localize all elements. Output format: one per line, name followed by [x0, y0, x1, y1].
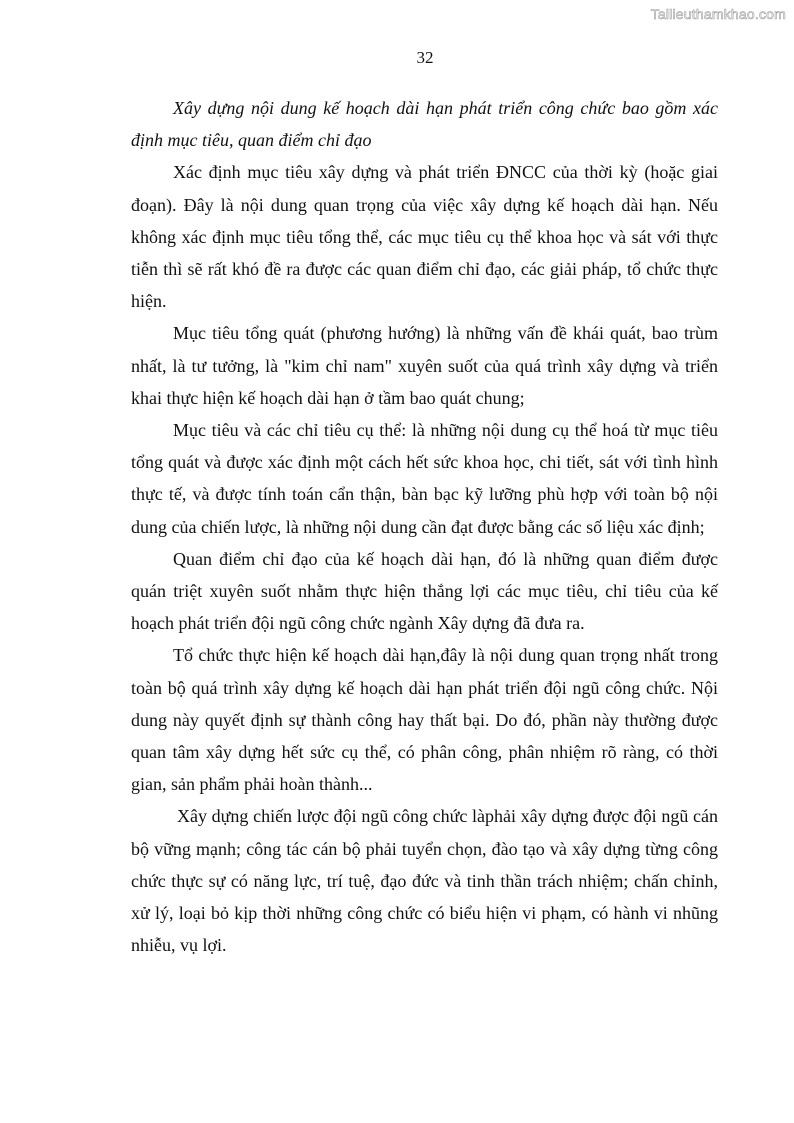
paragraph: Xây dựng chiến lược đội ngũ công chức làphải xây dựng được đội ngũ cán bộ vững mạnh; công tác cán bộ phải tuyển chọn, đào tạo và xây dựng từng công chức thực sự có năng lực, trí tuệ, đạo đức và tinh thần trách nhiệm; chấn chỉnh, xử lý, loại bỏ kịp thời những công chức có biểu hiện vi phạm, có hành vi nhũng nhiễu, vụ lợi.	[131, 806, 718, 956]
page-number: 32	[416, 48, 434, 67]
paragraph: Mục tiêu và các chỉ tiêu cụ thể: là những nội dung cụ thể hoá từ mục tiêu tổng quát và được xác định một cách hết sức khoa học, chi tiết, sát với tình hình thực tế, và được tính toán cẩn thận, bàn bạc kỹ lưỡng phù hợp với toàn bộ nội dung của chiến lược, là những nội dung cần đạt được bằng các số liệu xác định;	[131, 420, 718, 537]
paragraph: Xác định mục tiêu xây dựng và phát triển ĐNCC của thời kỳ (hoặc giai đoạn). Đây là nội dung quan trọng của việc xây dựng kế hoạch dài hạn. Nếu không xác định mục tiêu tổng thể, các mục tiêu cụ thể khoa học và sát với thực tiễn thì sẽ rất khó đề ra được các quan điểm chỉ đạo, các giải pháp, tổ chức thực hiện.	[131, 162, 718, 312]
paragraph: Quan điểm chỉ đạo của kế hoạch dài hạn, đó là những quan điểm được quán triệt xuyên suốt nhằm thực hiện thắng lợi các mục tiêu, chỉ tiêu của kế hoạch phát triển đội ngũ công chức ngành Xây dựng đã đưa ra.	[131, 548, 718, 634]
paragraph: Tổ chức thực hiện kế hoạch dài hạn,đây là nội dung quan trọng nhất trong toàn bộ quá trình xây dựng kế hoạch dài hạn phát triển đội ngũ công chức. Nội dung này quyết định sự thành công hay thất bại. Do đó, phần này thường được quan tâm xây dựng hết sức cụ thể, có phân công, phân nhiệm rõ ràng, có thời gian, sản phẩm phải hoàn thành...	[131, 645, 718, 795]
document-body	[131, 92, 718, 961]
section-heading: Xây dựng nội dung kế hoạch dài hạn phát triển công chức bao gồm xác định mục tiêu, quan điểm chỉ đạo	[131, 98, 718, 151]
watermark: Tailieuthamkhao.com	[650, 6, 786, 22]
paragraph: Mục tiêu tổng quát (phương hướng) là những vấn đề khái quát, bao trùm nhất, là tư tưởng, là "kim chỉ nam" xuyên suốt của quá trình xây dựng và triển khai thực hiện kế hoạch dài hạn ở tầm bao quát chung;	[131, 323, 718, 408]
